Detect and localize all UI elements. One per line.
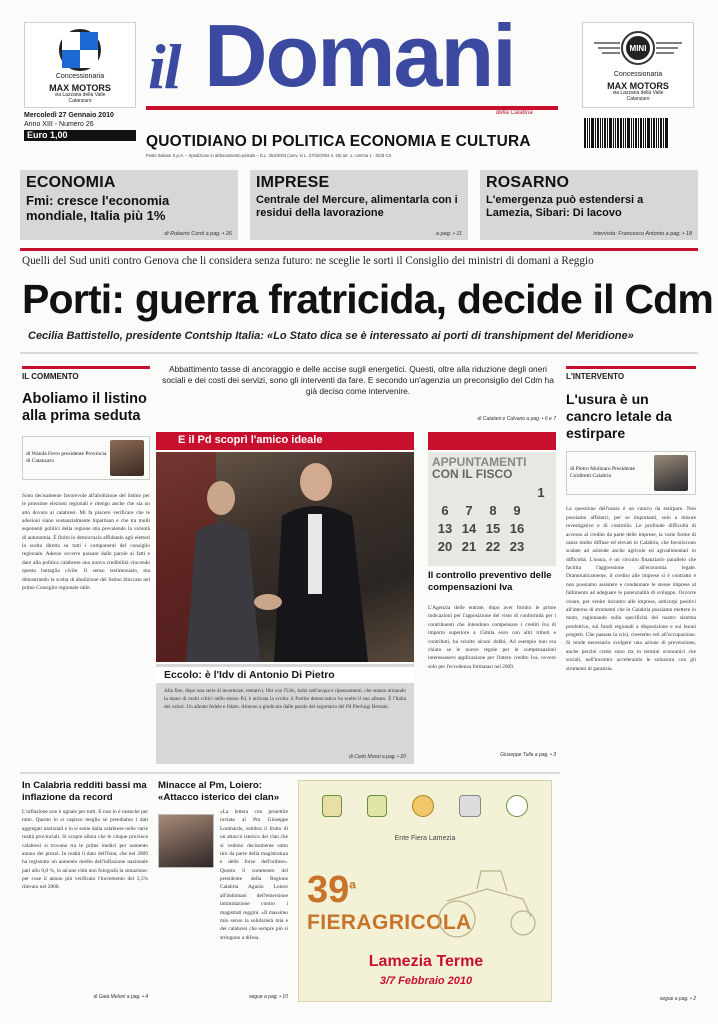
intervento-author-box — [566, 451, 696, 495]
barcode — [584, 118, 694, 148]
barcode-bar — [663, 118, 664, 148]
commento-headline[interactable]: Aboliamo il listino alla prima seduta — [22, 391, 147, 425]
barcode-bar — [651, 118, 652, 148]
fisco-top-bar — [428, 432, 556, 450]
barcode-bar — [665, 118, 668, 148]
bmw-logo-icon — [59, 29, 101, 71]
fiera-org-text: Ente Fiera Lamezia — [394, 835, 456, 842]
masthead-domani: Domani — [204, 6, 515, 105]
tractor-sketch-icon — [427, 861, 547, 941]
section-rosarno-headline: L'emergenza può estendersi a Lamezia, Sibari: Di lacovo — [486, 194, 644, 219]
calendar-day: 9 — [513, 503, 521, 519]
sponsor-logo-icon — [459, 795, 481, 817]
photo-banner: E il Pd scoprì l'amico ideale — [156, 432, 414, 450]
ad-right-line1: Concessionaria — [613, 71, 663, 78]
intervento-column — [566, 366, 696, 1013]
barcode-bar — [602, 118, 603, 148]
barcode-bar — [617, 118, 619, 148]
barcode-bar — [591, 118, 594, 148]
calendar-day: 20 — [437, 539, 453, 555]
ad-left-name: MAX MOTORS — [49, 83, 111, 94]
intervento-headline[interactable]: L'usura è un cancro letale da estirpare — [566, 391, 672, 441]
ad-left-line3: Catanzaro — [68, 98, 92, 105]
calendar-day: 21 — [461, 539, 477, 555]
intervento-rubric: L'INTERVENTO — [566, 366, 696, 381]
ad-fieragricola[interactable] — [298, 780, 552, 1002]
barcode-bar — [625, 118, 626, 148]
lead-kicker: Quelli del Sud uniti contro Genova che li considera senza futuro: ne sceglie le sorti il Consiglio dei ministri di domani a Reggio — [22, 255, 594, 267]
barcode-bar — [595, 118, 596, 148]
ad-right-mini[interactable] — [582, 22, 694, 108]
photo-caption-credit: di Carlo Mossi a pag. • 20 — [348, 754, 406, 760]
masthead-il: il — [148, 31, 180, 102]
redditi-credit: di Gaia Meloni a pag. • 4 — [93, 994, 148, 1000]
ad-left-line2: via Lazzaria della Valle — [54, 92, 106, 99]
section-imprese-credit: a pag. • 11 — [436, 231, 462, 237]
minacce-credit: segue a pag. • 10 — [248, 994, 288, 1000]
barcode-bar — [587, 118, 588, 148]
lead-headline[interactable]: Porti: guerra fratricida, decide il Cdm — [22, 276, 714, 322]
photo-bersani-dipietro — [156, 452, 414, 662]
barcode-bar — [631, 118, 632, 148]
issue-info — [24, 112, 136, 141]
barcode-bar — [589, 118, 590, 148]
issue-price: Euro 1,00 — [24, 130, 136, 141]
fisco-body: L'Agenzia delle entrate, dopo aver fornito le prime indicazioni per l'apposizione del visto di conformità per i contribuenti che intendono compensare i crediti Iva di importo superiore a 15mila euro con altri tributi e contributi, ha sciolto alcuni dubbi. Ad esempio non era chiaro se le nuove regole per le compensazioni interessasero applicazione per l'intero credito Iva, ovvero solo per l'eccedenza formatasi nel 2009. — [428, 605, 556, 670]
fiera-city: Lamezia Terme — [368, 953, 484, 970]
barcode-bar — [660, 118, 662, 148]
intervento-author-photo — [654, 455, 688, 491]
region-emblem-icon — [367, 795, 387, 817]
calendar-day: 16 — [509, 521, 525, 537]
redditi-body: L'inflazione non è uguale per tutti. E non lo è neanche per tutte. Questo lo si capisce meglio se prendiamo i dati aggregati nazionali e lo si sente dalla calabrese nelle varie realtà provinciali. Si scopre allora che le cinque province calabresi si trovano tra le prime inedici per aumento annuo dei prezzi. In realtà il dato dell'Istat, che nel 2009 ha registrato un aumento medio dell'inflazione nazionale pari allo 0,8 %, in alcune città non fotografa la situazione: per cose il annuo più verificato l'incremento del 3,5% rilevato nel 2008. — [22, 809, 148, 891]
section-economia-title: ECONOMIA — [26, 174, 116, 191]
masthead-region: della Calabria — [496, 110, 533, 116]
lead-credit: di Catalani e Calvano a pag. • 6 e 7 — [477, 416, 556, 422]
clock-logo-icon — [506, 795, 528, 817]
calendar-day — [530, 521, 552, 537]
section-economia[interactable] — [20, 170, 238, 240]
commento-column — [22, 366, 150, 766]
bottom-rule — [20, 772, 560, 774]
commento-author-photo — [110, 440, 144, 476]
barcode-bar — [607, 118, 608, 148]
intervento-credit: segue a pag. • 2 — [659, 996, 696, 1002]
section-rosarno-credit: intervista: Francesco Antonio a pag. • 18 — [593, 231, 692, 237]
commento-author: di Wanda Ferro presidente Provincia di Catanzaro — [26, 450, 107, 464]
calendar-day — [530, 503, 552, 519]
barcode-bar — [623, 118, 624, 148]
fisco-credit: Giuseppe Tulla a pag. • 3 — [500, 752, 556, 758]
masthead — [148, 6, 568, 110]
fisco-headline[interactable]: Il controllo preventivo delle compensazioni Iva — [428, 570, 552, 593]
calendar-day: 6 — [441, 503, 449, 519]
fisco-calendar-image — [428, 452, 556, 566]
ad-left-line1: Concessionaria — [55, 73, 105, 80]
section-imprese-title: IMPRESE — [256, 174, 330, 191]
barcode-icon — [584, 118, 694, 148]
barcode-bar — [613, 118, 614, 148]
barcode-bar — [645, 118, 646, 148]
calendar-day: 13 — [437, 521, 453, 537]
barcode-bar — [658, 118, 659, 148]
calendar-day: 7 — [465, 503, 473, 519]
section-economia-headline: Fmi: cresce l'economia mondiale, Italia più 1% — [26, 193, 170, 223]
calendar-day — [482, 485, 504, 501]
chamber-logo-icon — [412, 795, 434, 817]
commento-rubric: IL COMMENTO — [22, 366, 150, 381]
calendar-day — [506, 485, 528, 501]
issue-date: Mercoledì 27 Gennaio 2010 — [24, 112, 114, 119]
section-imprese-headline: Centrale del Mercure, alimentarla con i residui della lavorazione — [256, 194, 458, 219]
fisco-banner-line2: CON IL FISCO — [432, 467, 513, 481]
barcode-bar — [647, 118, 650, 148]
barcode-bar — [638, 118, 639, 148]
barcode-bar — [656, 118, 657, 148]
photo-caption-title[interactable]: Eccolo: è l'Idv di Antonio Di Pietro — [156, 667, 414, 683]
photo-caption-box — [156, 664, 414, 764]
minacce-body: «La lettera con proiettile inviata al Pm Giuseppe Lombardo, sembra il frutto di un attacco isterico dei clan che si vedono decisamente sotto tiro da parte della magistratura e delle forze dell'ordine». Questo il commento del presidente della Regione Calabria Agazio Loiero all'indomani dell'emersione intimidazione contro i magistrati reggini. «Il massimo mio senso la solidarietà mia e dei calabresi che sempre più si stringono a difesa. — [220, 809, 288, 941]
mini-logo-icon — [590, 29, 686, 69]
ad-right-name: MAX MOTORS — [607, 81, 669, 92]
issue-number: Anno XIII - Numero 26 — [24, 120, 94, 128]
intervento-body: La questione dell'usura è un cancro da estirpare. Non possiamo affidarci, per se importanti, solo a misure investigative e di controllo. Le profonde difficoltà di accesso al credito da parte delle imprese, la varie forme di usura molto diffuse ed elevati in Calabria, che favoriscono scalate ad aziende anche agricole ed agroalimentari in difficoltà. L'usura, è un circuito finanziario parallelo che facilita l'aggressione all'economia legale. Drammaticamente, il credito alle imprese si è contratto e non possiamo assistere e condannare le stesse imprese al fallimento ad adeguare le potenzialità di sviluppo. Occorre creare, per venire incontro alle imprese, anticorpi positivi all'interno di strumenti che in Calabria possiamo mettere in moto, ragionando sulla specificità del nostro sistema produttivo, sui fondi regionali a disposizione e sui buoni progetti. Che passata la crisi, creeremo reti all'occupazione. Si rende necessario svolgere una azione di prevenzione, anche perché credo sono tra in termini economici che sociali, nell'incontro accelerando le soluzioni con gli strumenti di garanzia. — [566, 506, 696, 672]
fiera-name: FIERAGRICOLA — [307, 911, 472, 934]
ad-left-bmw[interactable] — [24, 22, 136, 108]
fiera-logos-row — [299, 781, 551, 817]
coat-of-arms-icon — [322, 795, 342, 817]
ad-right-line2: via Lazzaria della Valle — [612, 90, 664, 97]
minacce-headline[interactable]: Minacce al Pm, Loiero: «Attacco isterico dei clan» — [158, 780, 280, 803]
barcode-bar — [620, 118, 622, 148]
fiera-number — [307, 871, 356, 909]
ad-right-line3: Catanzaro — [626, 96, 650, 103]
fisco-banner-line1: APPUNTAMENTI — [432, 455, 527, 469]
section-imprese[interactable] — [250, 170, 468, 240]
barcode-bar — [604, 118, 606, 148]
section-rosarno[interactable] — [480, 170, 698, 240]
lead-rule — [20, 248, 698, 251]
photo-caption-body: Alla fine, dopo una serie di incertezze, tentativi, flirt con l'Udc, balzi nell'acqua e ripensamenti, che stanno armando la mano di molti critici nello stesso Pd, è arrivata la svolta: il Partito democratico ha scelto il suo alleato. È l'Italia dei valori. Un alleato fedele e fidato. Almeno a giudicare dalle parole del segretario del Pd Pierluigi Bersani. — [164, 688, 406, 711]
lead-subrule — [20, 352, 698, 354]
calendar-day: 14 — [461, 521, 477, 537]
barcode-bar — [635, 118, 637, 148]
calendar-day: 1 — [537, 485, 545, 501]
calendar-day: 15 — [485, 521, 501, 537]
masthead-tagline: QUOTIDIANO DI POLITICA ECONOMIA E CULTURA — [146, 133, 531, 150]
redditi-headline[interactable]: In Calabria redditi bassi ma inflazione da record — [22, 780, 147, 803]
calendar-day: 8 — [489, 503, 497, 519]
calendar-day — [530, 539, 552, 555]
barcode-bar — [627, 118, 630, 148]
calendar-day: 23 — [509, 539, 525, 555]
barcode-bar — [653, 118, 655, 148]
barcode-bar — [600, 118, 601, 148]
barcode-bar — [633, 118, 634, 148]
barcode-bar — [609, 118, 612, 148]
mini-logo-text: MINI — [629, 44, 647, 53]
fiera-edition-sup: a — [349, 877, 356, 892]
calendar-grid — [428, 481, 556, 559]
lead-summary: Abbattimento tasse di ancoraggio e delle accise sugli energetici. Questi, oltre alla riduzione degli oneri sociali e dei costi dei servizi, sono gli interventi da fare. E secondo un'agenzia un preconsiglio del Cdm ha già deciso come intervenire. — [162, 364, 554, 396]
barcode-bar — [584, 118, 586, 148]
intervento-author: di Pietro Molinaro Presidente Coldiretti Calabria — [570, 466, 635, 480]
barcode-bar — [597, 118, 599, 148]
fiera-dates: 3/7 Febbraio 2010 — [379, 975, 473, 987]
masthead-postal: Poste Italiane S.p.A. – Spedizione in abbonamento postale – D.L. 353/2003 (conv. in L. 27/02/2004 n. 46) art. 1, comma 1 - DCB CS — [146, 153, 392, 158]
section-economia-credit: di Roberto Conti a pag. • 26 — [164, 231, 232, 237]
fiera-org — [299, 835, 551, 842]
barcode-bar — [640, 118, 642, 148]
barcode-bar — [615, 118, 616, 148]
fiera-edition: 39 — [307, 869, 350, 911]
barcode-bar — [643, 118, 644, 148]
calendar-day: 22 — [485, 539, 501, 555]
section-rosarno-title: ROSARNO — [486, 174, 570, 191]
commento-author-box — [22, 436, 150, 480]
calendar-day — [458, 485, 480, 501]
lead-subhead: Cecilia Battistello, presidente Contship Italia: «Lo Stato dica se è interessato ai porti di transhipment del Meridione» — [28, 330, 634, 342]
commento-body: Sono decisamente favorevole all'abolizione del listino per le prossime elezioni regionali e ritengo anche che sia un atto dovuto ai calabresi. Mi fa piacere verificare che le adesioni siano sostanzialmente bipartisan e che tra molti esponenti politici della regione stia prevalendo la volontà di autonomia. È finito lo democrazia affidando agli elettori la scelta diretta su tutti i componenti del consiglio regionale. Adesso occorre passare dalle parole ai fatti e dare alla politica calabrese una nuova credibilità vincendo questa battaglia civile. Il senso testimoniato, ma dimostrando la scelta di abolizione del listino bloccato nel primo Consiglio regionale utile. — [22, 492, 150, 591]
calendar-day — [434, 485, 456, 501]
